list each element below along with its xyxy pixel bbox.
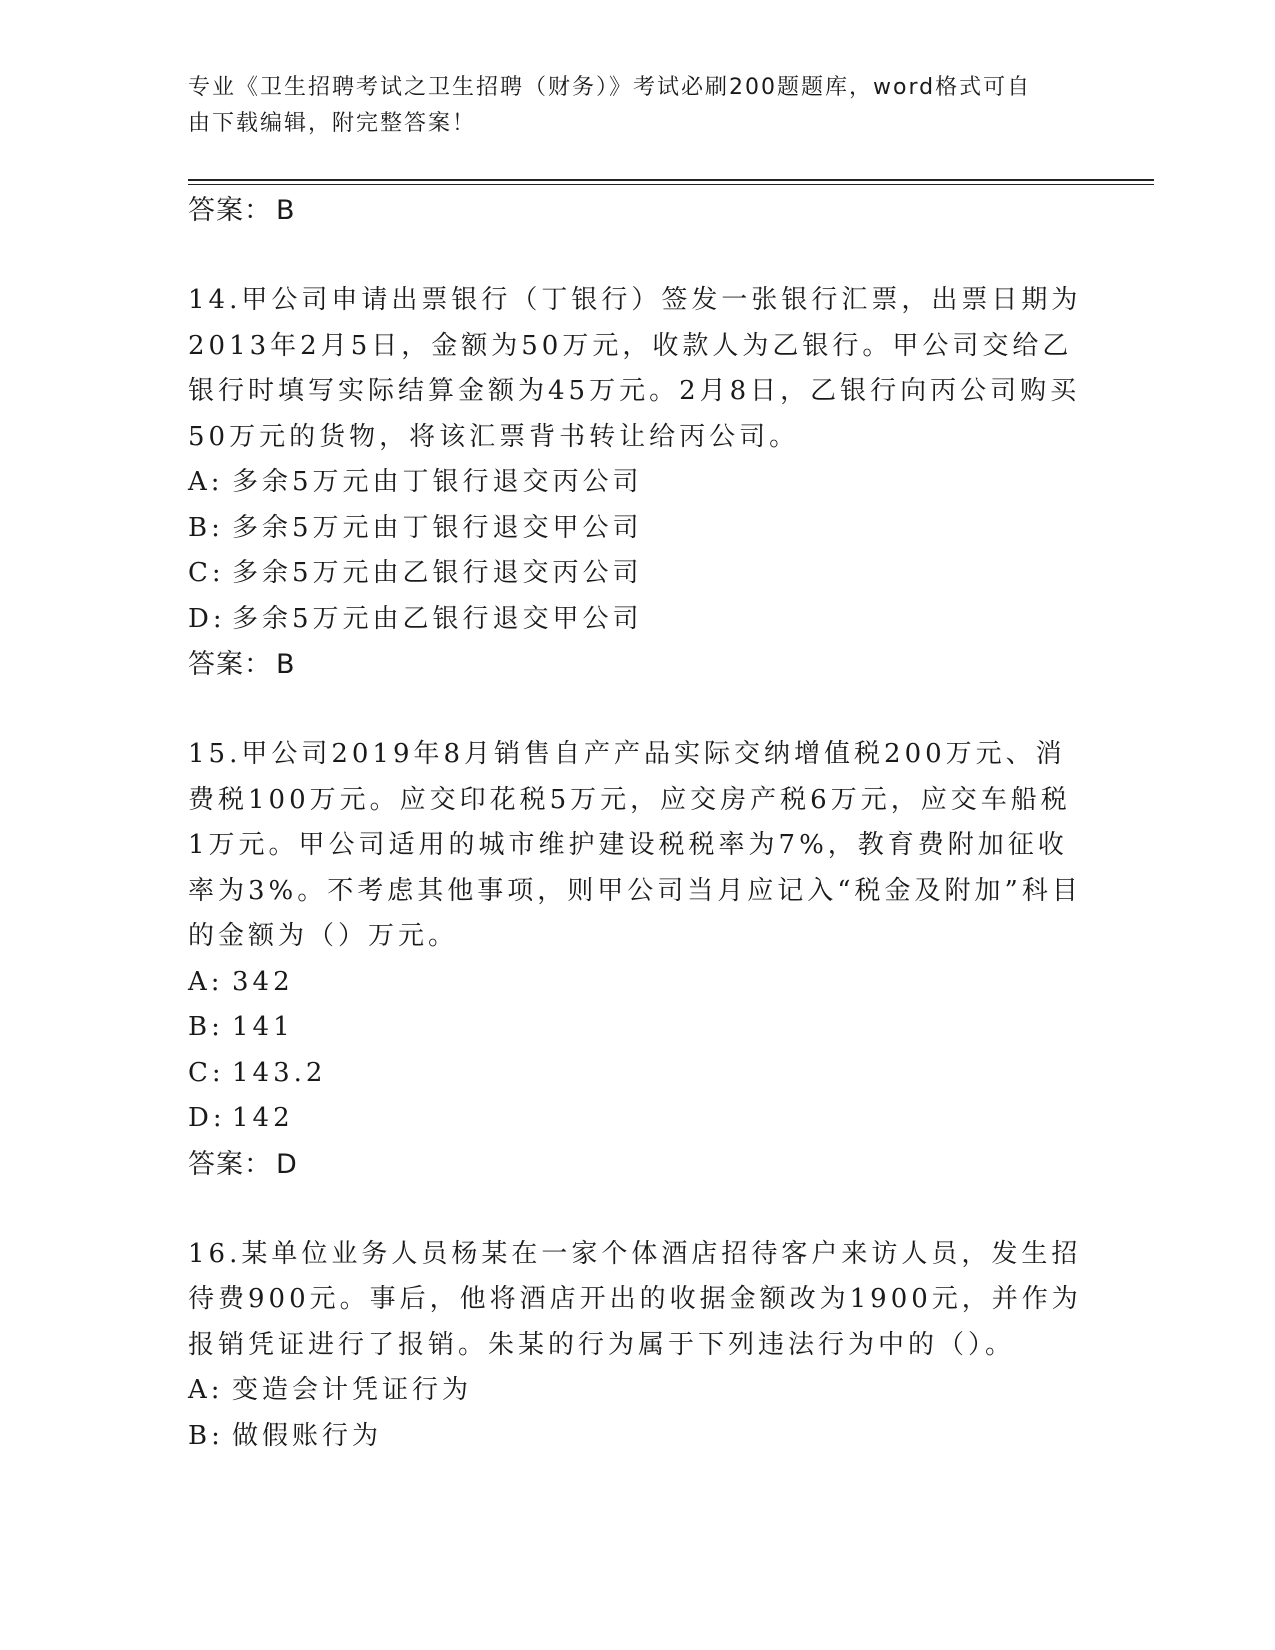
option-text: 多余5万元由丁银行退交甲公司 bbox=[232, 512, 643, 543]
question-16 bbox=[188, 1232, 1088, 1460]
option-letter: A: bbox=[188, 467, 224, 497]
header-line-1: 专业《卫生招聘考试之卫生招聘（财务）》考试必刷200题题库，word格式可自 bbox=[188, 75, 1032, 100]
question-stem: 15.甲公司2019年8月销售自产产品实际交纳增值税200万元、消费税100万元。应交印花税5万元，应交房产税6万元，应交车船税1万元。甲公司适用的城市维护建设税税率为7%，教育费附加征收率为3%。不考虑其他事项，则甲公司当月应记入“税金及附加”科目的金额为（）万元。 bbox=[188, 739, 1082, 951]
spacer bbox=[188, 687, 1088, 732]
option-d bbox=[188, 597, 1088, 643]
previous-answer bbox=[188, 188, 1088, 233]
header-divider-thin bbox=[188, 184, 1154, 185]
option-b bbox=[188, 506, 1088, 552]
option-letter: B: bbox=[188, 1420, 224, 1451]
answer-value: B bbox=[276, 649, 296, 680]
spacer bbox=[188, 1187, 1088, 1232]
option-text: 143.2 bbox=[232, 1057, 327, 1088]
answer-value: D bbox=[276, 1148, 298, 1180]
question-stem: 14.甲公司申请出票银行（丁银行）签发一张银行汇票，出票日期为2013年2月5日，金额为50万元，收款人为乙银行。甲公司交给乙银行时填写实际结算金额为45万元。2月8日，乙银行向丙公司购买50万元的货物，将该汇票背书转让给丙公司。 bbox=[188, 285, 1082, 452]
option-a bbox=[188, 460, 1088, 506]
header-divider-thick bbox=[188, 179, 1154, 181]
option-letter: A: bbox=[188, 1375, 224, 1405]
option-letter: D: bbox=[188, 1103, 226, 1133]
answer-label: 答案： bbox=[188, 1148, 272, 1180]
option-text: 141 bbox=[232, 1012, 294, 1042]
question-stem: 16.某单位业务人员杨某在一家个体酒店招待客户来访人员，发生招待费900元。事后，他将酒店开出的收据金额改为1900元，并作为报销凭证进行了报销。朱某的行为属于下列违法行为中的（）。 bbox=[188, 1238, 1082, 1360]
option-b bbox=[188, 1005, 1088, 1051]
option-a bbox=[188, 960, 1088, 1006]
option-text: 342 bbox=[232, 966, 294, 997]
option-letter: C: bbox=[188, 1057, 225, 1088]
document-body bbox=[188, 188, 1088, 1459]
answer-label: 答案： bbox=[188, 195, 272, 226]
answer-label: 答案： bbox=[188, 649, 272, 680]
answer-value: B bbox=[276, 195, 296, 226]
option-letter: B: bbox=[188, 512, 224, 543]
option-letter: C: bbox=[188, 558, 225, 588]
option-b bbox=[188, 1414, 1088, 1460]
option-letter: D: bbox=[188, 603, 226, 634]
option-letter: A: bbox=[188, 966, 224, 997]
option-text: 多余5万元由乙银行退交丙公司 bbox=[232, 558, 643, 588]
question-answer bbox=[188, 1142, 1088, 1187]
option-letter: B: bbox=[188, 1012, 224, 1042]
option-text: 多余5万元由乙银行退交甲公司 bbox=[232, 603, 643, 634]
option-d bbox=[188, 1096, 1088, 1142]
document-header bbox=[188, 70, 1088, 142]
question-answer bbox=[188, 642, 1088, 687]
question-14 bbox=[188, 278, 1088, 687]
option-a bbox=[188, 1368, 1088, 1414]
option-c bbox=[188, 551, 1088, 597]
option-c bbox=[188, 1051, 1088, 1097]
header-line-2: 由下载编辑，附完整答案！ bbox=[188, 111, 477, 136]
spacer bbox=[188, 233, 1088, 278]
option-text: 变造会计凭证行为 bbox=[232, 1375, 473, 1405]
option-text: 做假账行为 bbox=[232, 1420, 383, 1451]
question-15 bbox=[188, 732, 1088, 1187]
option-text: 142 bbox=[232, 1103, 294, 1133]
option-text: 多余5万元由丁银行退交丙公司 bbox=[232, 467, 643, 497]
